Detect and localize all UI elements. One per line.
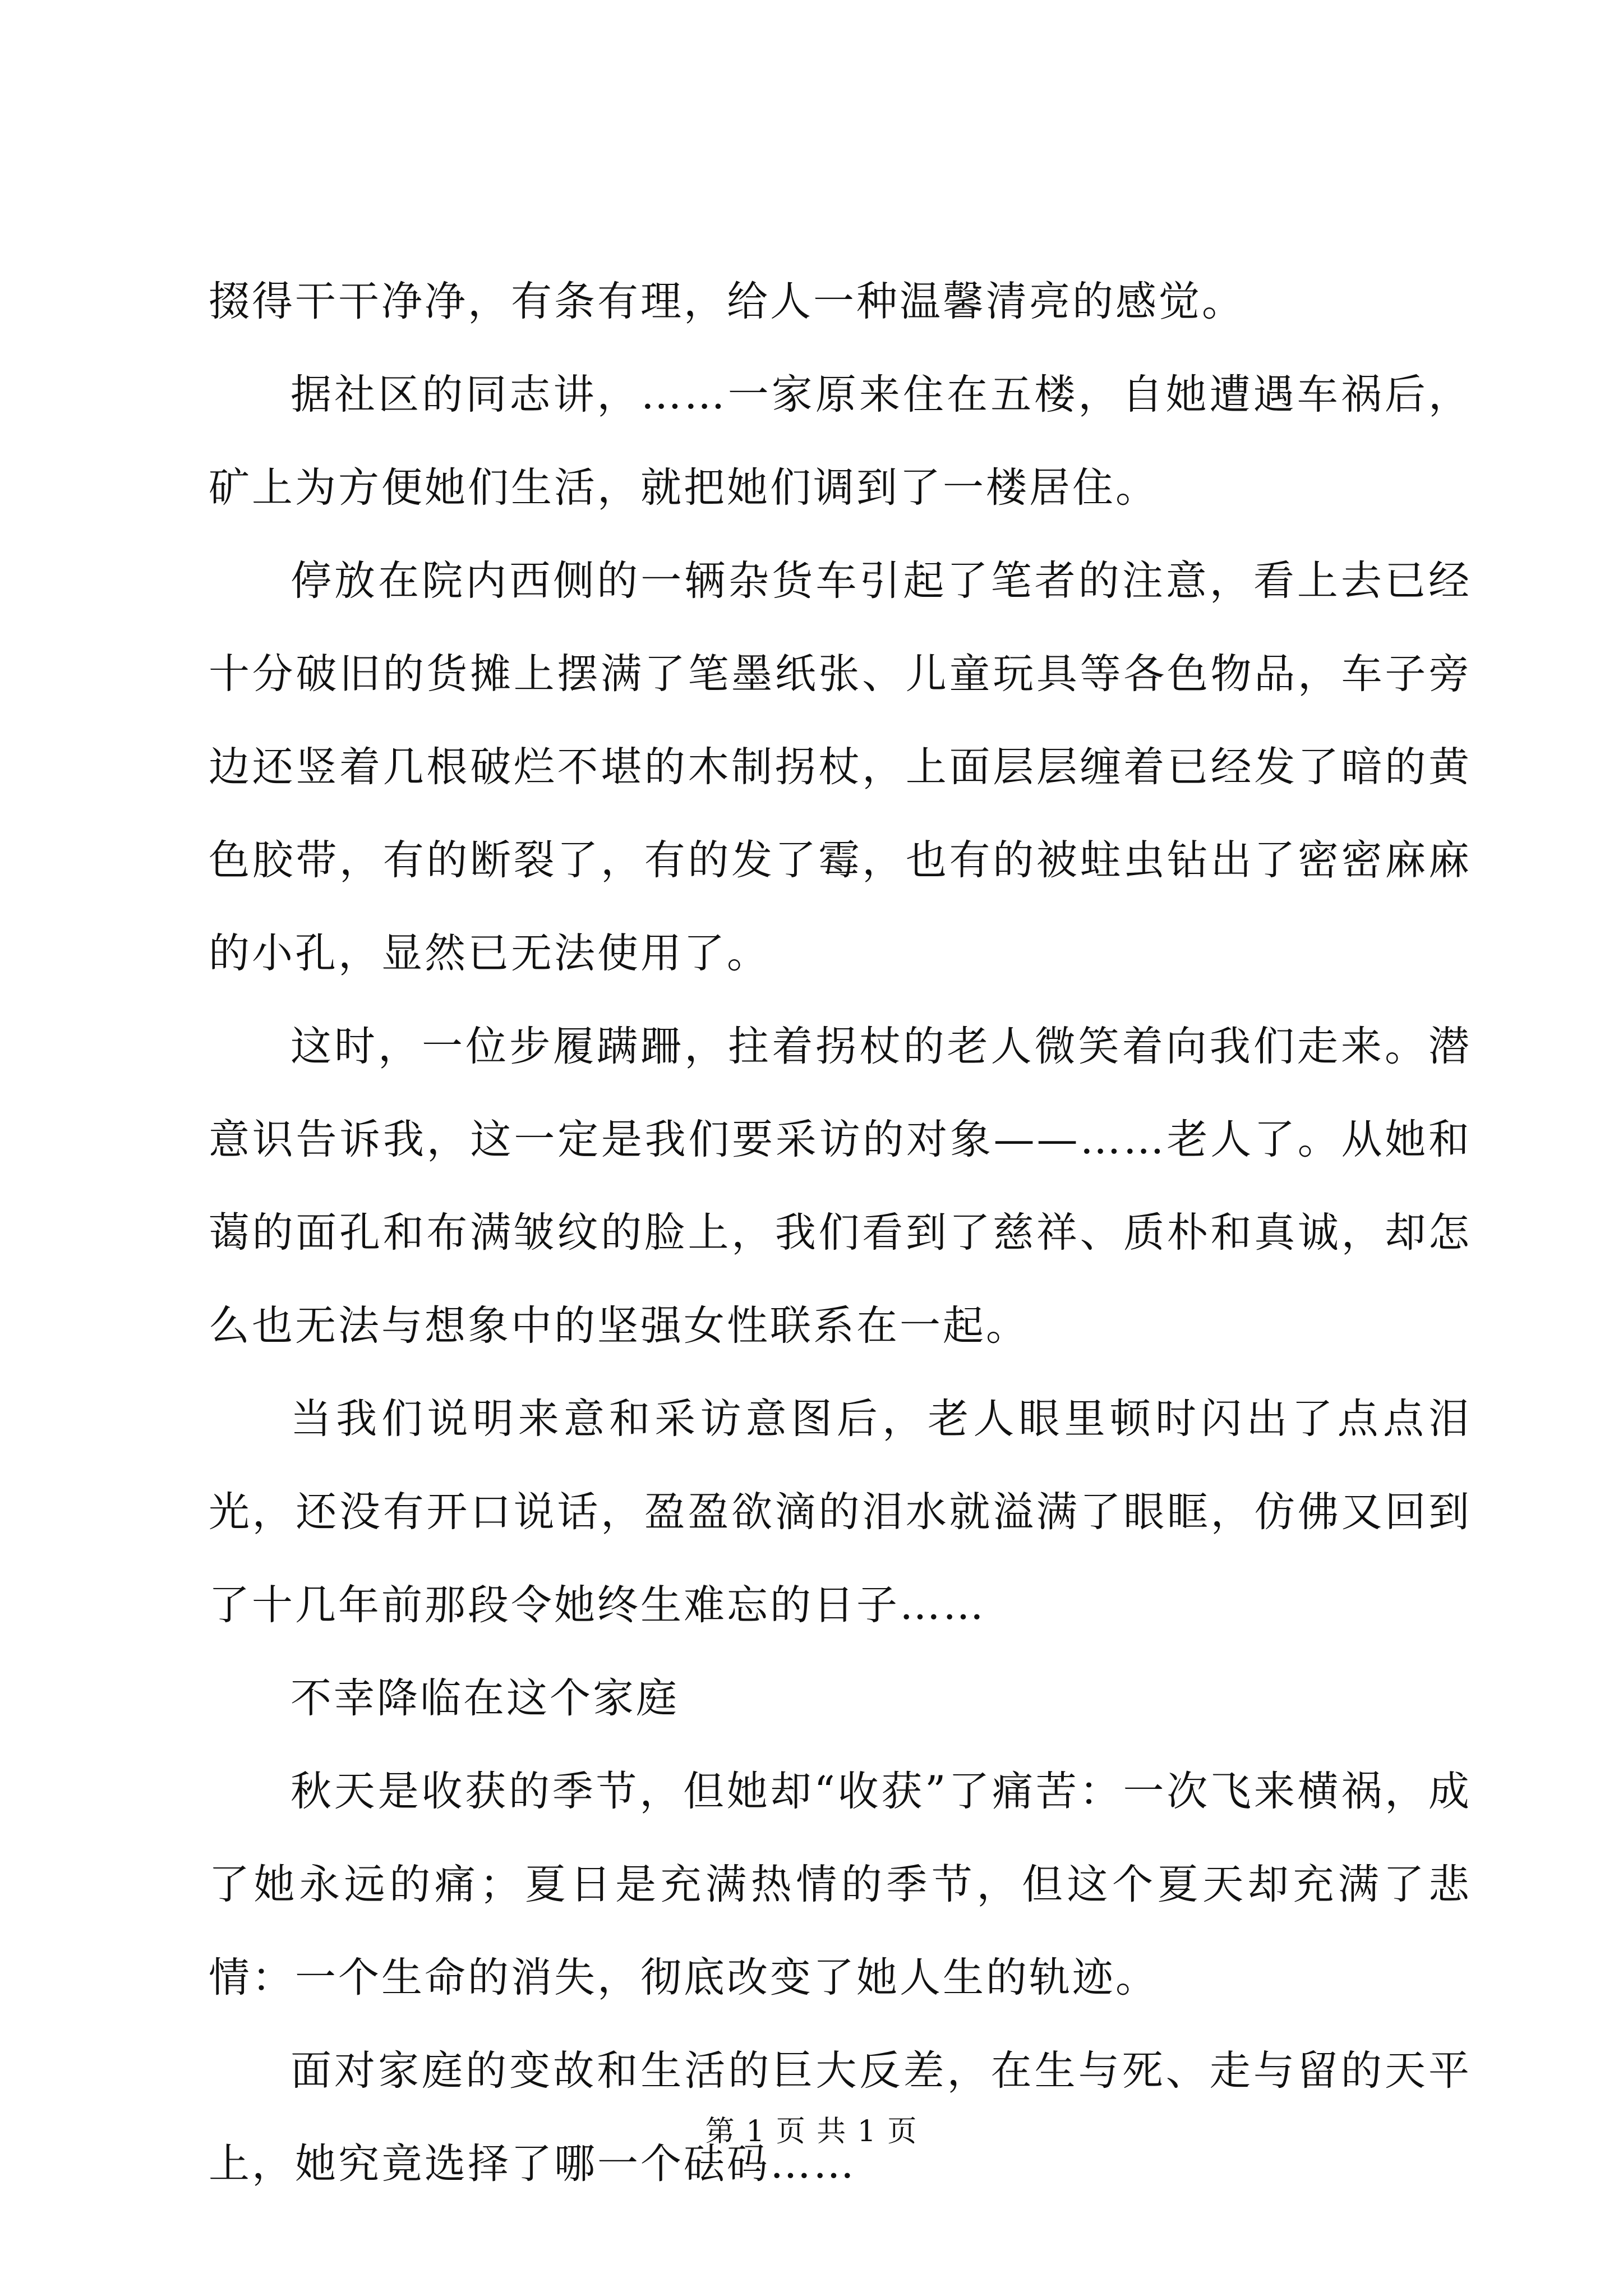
- page-footer: 第 1 页 共 1 页: [705, 2115, 918, 2148]
- paragraph-5: 当我们说明来意和采访意图后，老人眼里顿时闪出了点点泪光，还没有开口说话，盈盈欲滴的泪水就溢满了眼眶，仿佛又回到了十几年前那段令她终生难忘的日子……: [209, 1395, 1472, 1629]
- paragraph-1: 掇得干干净净，有条有理，给人一种温馨清亮的感觉。: [209, 278, 1245, 325]
- paragraph-3: 停放在院内西侧的一辆杂货车引起了笔者的注意，看上去已经十分破旧的货摊上摆满了笔墨纸张、儿童玩具等各色物品，车子旁边还竖着几根破烂不堪的木制拐杖，上面层层缠着已经发了暗的黄色胶带，有的断裂了，有的发了霉，也有的被蛀虫钻出了密密麻麻的小孔，显然已无法使用了。: [209, 557, 1472, 977]
- paragraph-6: 秋天是收获的季节，但她却“收获”了痛苦：一次飞来横祸，成了她永远的痛；夏日是充满热情的季节，但这个夏天却充满了悲情：一个生命的消失，彻底改变了她人生的轨迹。: [209, 1768, 1472, 2001]
- section-heading: 不幸降临在这个家庭: [291, 1674, 679, 1722]
- body-text: [209, 255, 1472, 2211]
- paragraph-4: 这时，一位步履蹒跚，拄着拐杖的老人微笑着向我们走来。潜意识告诉我，这一定是我们要采访的对象——……老人了。从她和蔼的面孔和布满皱纹的脸上，我们看到了慈祥、质朴和真诚，却怎么也无法与想象中的坚强女性联系在一起。: [209, 1023, 1472, 1350]
- paragraph-7: 面对家庭的变故和生活的巨大反差，在生与死、走与留的天平上，她究竟选择了哪一个砝码……: [209, 2047, 1472, 2188]
- paragraph-2: 据社区的同志讲，……一家原来住在五楼，自她遭遇车祸后，矿上为方便她们生活，就把她们调到了一楼居住。: [209, 371, 1472, 512]
